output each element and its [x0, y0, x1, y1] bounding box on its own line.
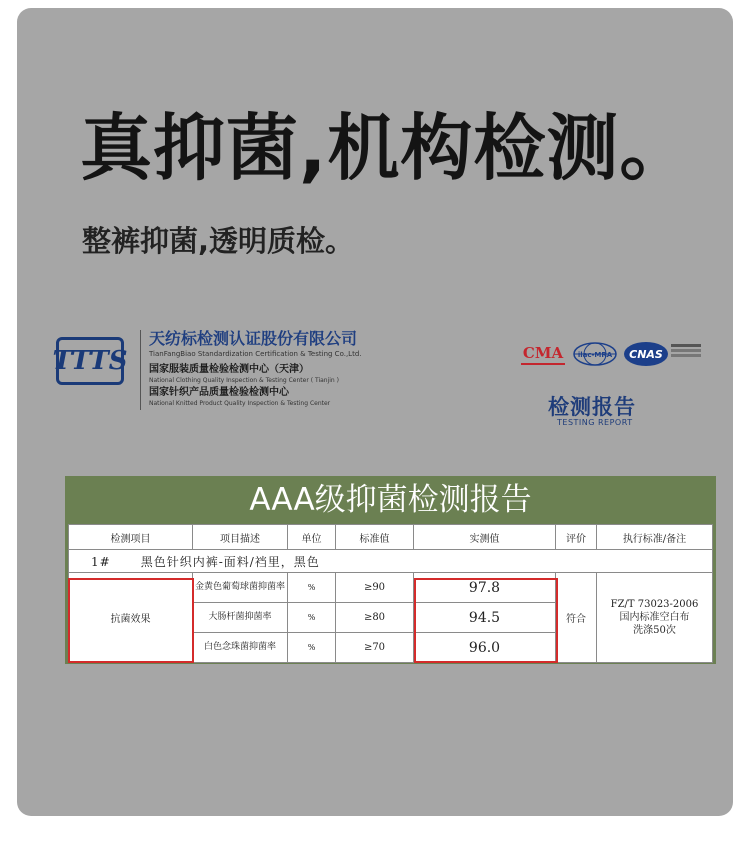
sample-cell	[69, 550, 713, 573]
table-header: 检测项目	[69, 525, 193, 550]
report-table	[68, 524, 713, 663]
table-row	[69, 573, 713, 603]
sample-row	[69, 550, 713, 573]
report-title-en: TESTING REPORT	[557, 418, 633, 427]
tts-logo: TTTS	[56, 337, 124, 385]
cnas-logo: CNAS	[624, 342, 668, 366]
sample-description: 黑色针织内裤-面料/裆里，黑色	[140, 554, 320, 569]
cnas-side-text	[671, 342, 701, 359]
desc-cell: 白色念珠菌抑菌率	[193, 633, 288, 663]
lab-name-cn: 天纺标检测认证股份有限公司	[149, 329, 358, 348]
table-header: 实测值	[414, 525, 556, 550]
standard-cell: ≥90	[336, 573, 414, 603]
note-standard: FZ/T 73023-2006	[610, 599, 699, 610]
measured-cell: 96.0	[414, 633, 556, 663]
lab-name-en: TianFangBiao Standardization Certification & Testing Co.,Ltd.	[149, 350, 362, 358]
center1-en: National Clothing Quality Inspection & Testing Center ( Tianjin )	[149, 377, 339, 384]
note-cell	[597, 573, 713, 663]
table-header: 执行标准/备注	[597, 525, 713, 550]
desc-cell: 大肠杆菌抑菌率	[193, 603, 288, 633]
report-table-frame	[65, 524, 716, 664]
report-title-cn: 检测报告	[548, 395, 636, 419]
item-cell: 抗菌效果	[69, 573, 193, 663]
page-title: 真抑菌,机构检测。	[80, 106, 693, 190]
standard-cell: ≥80	[336, 603, 414, 633]
table-header: 单位	[288, 525, 336, 550]
ilac-mra-logo	[572, 341, 618, 367]
center2-cn: 国家针织产品质量检验检测中心	[149, 387, 289, 398]
unit-cell: %	[288, 633, 336, 663]
desc-cell: 金黄色葡萄球菌抑菌率	[193, 573, 288, 603]
note-line2: 国内标准空白布	[619, 612, 690, 623]
measured-cell: 94.5	[414, 603, 556, 633]
center1-cn: 国家服装质量检验检测中心（天津）	[149, 364, 309, 375]
center2-en: National Knitted Product Quality Inspection & Testing Center	[149, 400, 331, 407]
table-header-row	[69, 525, 713, 550]
unit-cell: %	[288, 603, 336, 633]
measured-cell: 97.8	[414, 573, 556, 603]
table-header: 标准值	[336, 525, 414, 550]
lab-info	[149, 329, 362, 408]
report-banner: AAA级抑菌检测报告	[65, 476, 716, 524]
sample-number: 1#	[91, 554, 111, 569]
table-header: 项目描述	[193, 525, 288, 550]
ilac-text: ilac-MRA	[577, 351, 613, 359]
table-header: 评价	[556, 525, 597, 550]
note-line3: 洗涤50次	[633, 625, 676, 636]
standard-cell: ≥70	[336, 633, 414, 663]
unit-cell: %	[288, 573, 336, 603]
logo-divider	[140, 330, 141, 410]
page-subtitle: 整裤抑菌,透明质检。	[82, 224, 355, 258]
evaluation-cell: 符合	[556, 573, 597, 663]
cma-logo: CMA	[521, 343, 565, 365]
